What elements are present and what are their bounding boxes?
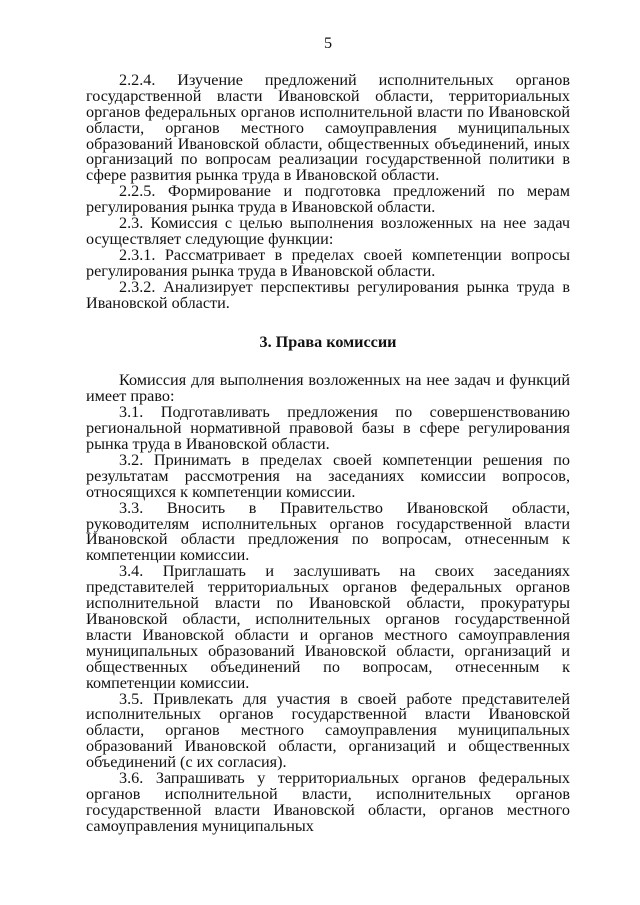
paragraph-2-2-4: 2.2.4. Изучение предложений исполнительных органов государственной власти Ивановской области, территориальных органов федеральных органов исполнительной власти по Ивановской области, органов местного самоуправления муниципальных образований Ивановской области, общественных объединений, иных организаций по вопросам реализации государственной политики в сфере развития рынка труда в Ивановской области. [86,70,570,185]
paragraph-3-5: 3.5. Привлекать для участия в своей работе представителей исполнительных органов государственной власти Ивановской области, органов местного самоуправления муниципальных образований Ивановской области, организаций и общественных объединений (с их согласия). [86,689,570,772]
page-number: 5 [323,34,333,52]
paragraph-3-6: 3.6. Запрашивать у территориальных органов федеральных органов исполнительной власти, исполнительных органов государственной власти Ивановской области, органов местного самоуправления муниципальных [86,769,570,835]
paragraph-3-2: 3.2. Принимать в пределах своей компетенции решения по результатам рассмотрения на заседаниях комиссии вопросов, относящихся к компетенции комиссии. [86,450,570,501]
paragraph-2-3-2: 2.3.2. Анализирует перспективы регулирования рынка труда в Ивановской области. [86,277,570,312]
paragraph-2-3: 2.3. Комиссия с целью выполнения возложенных на нее задач осуществляет следующие функции: [86,214,570,248]
paragraph-2-2-5: 2.2.5. Формирование и подготовка предложений по мерам регулирования рынка труда в Ивановской области. [86,182,570,217]
section-heading: 3. Права комиссии [259,332,397,351]
paragraph-3-1: 3.1. Подготавливать предложения по совершенствованию региональной нормативной правовой базы в сфере регулирования рынка труда в Ивановской области. [86,403,570,454]
paragraph-3-4: 3.4. Приглашать и заслушивать на своих заседаниях представителей территориальных органов федеральных органов исполнительной власти по Ивановской области, прокуратуры Ивановской области, исполнительных органов государственной власти Ивановской области и органов местного самоуправления муниципальных образований Ивановской области, организаций и общественных объединений по вопросам, отнесенным к компетенции комиссии. [86,562,570,692]
paragraph-2-3-1: 2.3.1. Рассматривает в пределах своей компетенции вопросы регулирования рынка труда в Ивановской области. [86,245,570,280]
paragraph-3-3: 3.3. Вносить в Правительство Ивановской области, руководителям исполнительных органов государственной власти Ивановской области предложения по вопросам, отнесенным к компетенции комиссии. [86,498,570,565]
paragraph-intro: Комиссия для выполнения возложенных на нее задач и функций имеет право: [86,371,570,406]
